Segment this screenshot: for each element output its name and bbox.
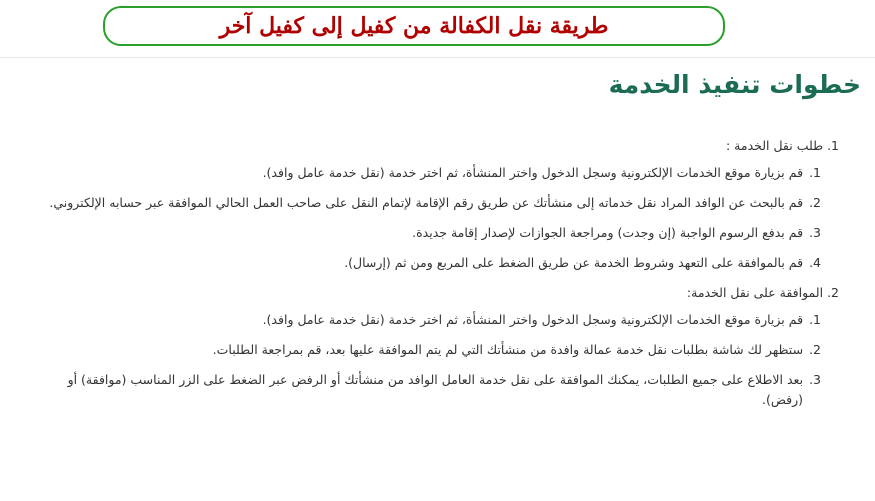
content-panel xyxy=(0,57,875,501)
group-title xyxy=(39,285,839,300)
step-text: قم بدفع الرسوم الواجبة (إن وجدت) ومراجعة الجوازات لإصدار إقامة جديدة. xyxy=(412,225,804,240)
step-number: 3. xyxy=(809,225,821,240)
step-number: 4. xyxy=(809,255,821,270)
step-text: قم بزيارة موقع الخدمات الإلكترونية وسجل الدخول واختر المنشأة، ثم اختر خدمة (نقل خدمة عامل وافد). xyxy=(262,312,804,327)
step-text: ستظهر لك شاشة بطلبات نقل خدمة عمالة وافدة من منشأتك التي لم يتم الموافقة عليها بعد، قم بمراجعة الطلبات. xyxy=(212,342,804,357)
section-heading: خطوات تنفيذ الخدمة xyxy=(608,70,861,99)
step-number: 2. xyxy=(809,342,821,357)
step-item xyxy=(39,340,821,360)
group-title-text: الموافقة على نقل الخدمة: xyxy=(686,285,824,300)
step-text: قم بزيارة موقع الخدمات الإلكترونية وسجل الدخول واختر المنشأة، ثم اختر خدمة (نقل خدمة عامل وافد). xyxy=(262,165,804,180)
banner-title: طريقة نقل الكفالة من كفيل إلى كفيل آخر xyxy=(219,13,609,39)
step-item xyxy=(39,223,821,243)
step-item xyxy=(39,370,821,410)
steps-list xyxy=(39,310,839,410)
step-item xyxy=(39,193,821,213)
group-title xyxy=(39,138,839,153)
group-approve-transfer xyxy=(39,285,839,410)
top-band xyxy=(0,0,875,55)
step-number: 2. xyxy=(809,195,821,210)
group-number: 1. xyxy=(827,138,839,153)
step-item xyxy=(39,310,821,330)
step-item xyxy=(39,253,821,273)
title-banner xyxy=(103,6,725,46)
step-text: بعد الاطلاع على جميع الطلبات، يمكنك الموافقة على نقل خدمة العامل الوافد من منشأتك أو الرفض عبر الضغط على الزر المناسب (موافقة) أو (رفض). xyxy=(67,372,804,407)
steps-list xyxy=(39,163,839,273)
group-request-transfer xyxy=(39,138,839,273)
step-number: 1. xyxy=(809,165,821,180)
group-title-text: طلب نقل الخدمة : xyxy=(726,138,824,153)
group-number: 2. xyxy=(827,285,839,300)
step-number: 1. xyxy=(809,312,821,327)
step-number: 3. xyxy=(809,372,821,387)
steps-content xyxy=(39,138,839,422)
step-text: قم بالبحث عن الوافد المراد نقل خدماته إلى منشأتك عن طريق رقم الإقامة لإتمام النقل على صاحب العمل الحالي الموافقة عبر حسابه الإلكتروني. xyxy=(49,195,804,210)
step-item xyxy=(39,163,821,183)
step-text: قم بالموافقة على التعهد وشروط الخدمة عن طريق الضغط على المربع ومن ثم (إرسال). xyxy=(344,255,804,270)
